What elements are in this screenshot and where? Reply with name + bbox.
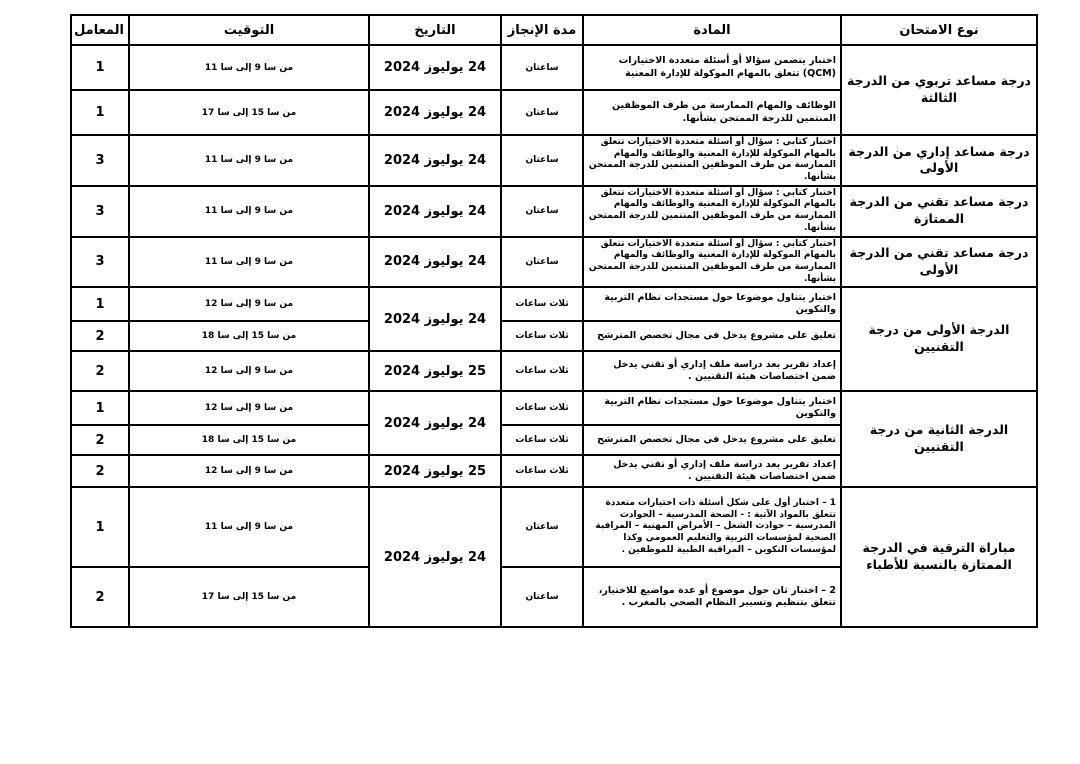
time-cell: من سا 9 إلى سا 12 <box>129 391 369 425</box>
coefficient-cell: 3 <box>71 135 129 186</box>
coefficient-cell: 1 <box>71 287 129 321</box>
coefficient-cell: 1 <box>71 90 129 135</box>
date-cell: 24 يوليوز 2024 <box>369 135 501 186</box>
subject-cell: اختبار يتناول موضوعا حول مستجدات نظام التربية والتكوين <box>583 391 841 425</box>
subject-cell: اختبار يتضمن سؤالا أو أسئلة متعددة الاختيارات (QCM) تتعلق بالمهام الموكولة للإدارة المعنية <box>583 45 841 90</box>
date-cell: 24 يوليوز 2024 <box>369 287 501 351</box>
table-row <box>71 287 1037 321</box>
table-row <box>71 237 1037 288</box>
subject-cell: اختبار كتابي : سؤال أو أسئلة متعددة الاختيارات تتعلق بالمهام الموكولة للإدارة المعنية والوظائف والمهام الممارسة من طرف الموظفين المنتمين للدرجة الممتحن بشأنها. <box>583 135 841 186</box>
coefficient-cell: 2 <box>71 321 129 351</box>
date-cell: 25 يوليوز 2024 <box>369 455 501 487</box>
header-exam-type: نوع الامتحان <box>841 15 1037 45</box>
header-row <box>71 15 1037 45</box>
coefficient-cell: 2 <box>71 567 129 627</box>
duration-cell: ثلاث ساعات <box>501 321 583 351</box>
time-cell: من سا 15 إلى سا 17 <box>129 90 369 135</box>
date-cell: 24 يوليوز 2024 <box>369 237 501 288</box>
time-cell: من سا 9 إلى سا 11 <box>129 45 369 90</box>
time-cell: من سا 9 إلى سا 11 <box>129 135 369 186</box>
duration-cell: ثلاث ساعات <box>501 391 583 425</box>
subject-cell: اختبار كتابي : سؤال أو أسئلة متعددة الاختيارات تتعلق بالمهام الموكولة للإدارة المعنية والوظائف والمهام الممارسة من طرف الموظفين المنتمين للدرجة الممتحن بشأنها. <box>583 237 841 288</box>
exam-type-cell: درجة مساعد تربوي من الدرجة الثالثة <box>841 45 1037 135</box>
time-cell: من سا 15 إلى سا 18 <box>129 425 369 455</box>
duration-cell: ساعتان <box>501 135 583 186</box>
coefficient-cell: 2 <box>71 455 129 487</box>
exam-type-cell: مباراة الترقية في الدرجة الممتازة بالنسبة للأطباء <box>841 487 1037 627</box>
exam-type-cell: الدرجة الثانية من درجة التقنيين <box>841 391 1037 487</box>
time-cell: من سا 9 إلى سا 12 <box>129 351 369 391</box>
table-row <box>71 186 1037 237</box>
coefficient-cell: 1 <box>71 391 129 425</box>
table-row <box>71 135 1037 186</box>
subject-cell: 2 – اختبار ثان حول موضوع أو عدة مواضيع للاختيار، تتعلق بتنظيم وتسيير النظام الصحي بالمغرب . <box>583 567 841 627</box>
subject-cell: تعليق على مشروع يدخل في مجال تخصص المترشح <box>583 425 841 455</box>
date-cell: 25 يوليوز 2024 <box>369 351 501 391</box>
duration-cell: ساعتان <box>501 90 583 135</box>
duration-cell: ساعتان <box>501 567 583 627</box>
subject-cell: تعليق على مشروع يدخل في مجال تخصص المترشح <box>583 321 841 351</box>
coefficient-cell: 2 <box>71 425 129 455</box>
subject-cell: الوظائف والمهام الممارسة من طرف الموظفين المنتمين للدرجة الممتحن بشأنها. <box>583 90 841 135</box>
time-cell: من سا 15 إلى سا 17 <box>129 567 369 627</box>
subject-cell: 1 – اختبار أول على شكل أسئلة ذات اختيارات متعددة تتعلق بالمواد الآتية : - الصحة المدرسية – الحوادث المدرسية – حوادث الشغل – الأمراض المهنية – المراقبة الصحية لمؤسسات التربية والتعليم العمومي وكذا لمؤسسات التكوين – المراقبة الطبية للموظفين . <box>583 487 841 567</box>
duration-cell: ساعتان <box>501 186 583 237</box>
exam-type-cell: درجة مساعد تقني من الدرجة الأولى <box>841 237 1037 288</box>
date-cell: 24 يوليوز 2024 <box>369 45 501 90</box>
table-row <box>71 391 1037 425</box>
subject-cell: اختبار يتناول موضوعا حول مستجدات نظام التربية والتكوين <box>583 287 841 321</box>
date-cell: 24 يوليوز 2024 <box>369 90 501 135</box>
coefficient-cell: 2 <box>71 351 129 391</box>
time-cell: من سا 9 إلى سا 11 <box>129 237 369 288</box>
exam-type-cell: درجة مساعد إداري من الدرجة الأولى <box>841 135 1037 186</box>
date-cell: 24 يوليوز 2024 <box>369 391 501 455</box>
time-cell: من سا 9 إلى سا 11 <box>129 487 369 567</box>
exam-type-cell: درجة مساعد تقني من الدرجة الممتازة <box>841 186 1037 237</box>
table-row <box>71 45 1037 90</box>
subject-cell: اختبار كتابي : سؤال أو أسئلة متعددة الاختيارات تتعلق بالمهام الموكولة للإدارة المعنية والوظائف والمهام الممارسة من طرف الموظفين المنتمين للدرجة الممتحن بشأنها. <box>583 186 841 237</box>
duration-cell: ساعتان <box>501 45 583 90</box>
coefficient-cell: 1 <box>71 487 129 567</box>
time-cell: من سا 9 إلى سا 12 <box>129 287 369 321</box>
header-time: التوقيت <box>129 15 369 45</box>
duration-cell: ساعتان <box>501 237 583 288</box>
time-cell: من سا 15 إلى سا 18 <box>129 321 369 351</box>
time-cell: من سا 9 إلى سا 12 <box>129 455 369 487</box>
coefficient-cell: 1 <box>71 45 129 90</box>
coefficient-cell: 3 <box>71 237 129 288</box>
duration-cell: ثلاث ساعات <box>501 287 583 321</box>
duration-cell: ثلاث ساعات <box>501 425 583 455</box>
subject-cell: إعداد تقرير بعد دراسة ملف إداري أو تقني يدخل ضمن اختصاصات هيئة التقنيين . <box>583 455 841 487</box>
exam-type-cell: الدرجة الأولى من درجة التقنيين <box>841 287 1037 391</box>
table-row <box>71 487 1037 567</box>
date-cell: 24 يوليوز 2024 <box>369 186 501 237</box>
duration-cell: ثلاث ساعات <box>501 351 583 391</box>
duration-cell: ثلاث ساعات <box>501 455 583 487</box>
header-date: التاريخ <box>369 15 501 45</box>
time-cell: من سا 9 إلى سا 11 <box>129 186 369 237</box>
duration-cell: ساعتان <box>501 487 583 567</box>
date-cell: 24 يوليوز 2024 <box>369 487 501 627</box>
header-duration: مدة الإنجاز <box>501 15 583 45</box>
header-coefficient: المعامل <box>71 15 129 45</box>
subject-cell: إعداد تقرير بعد دراسة ملف إداري أو تقني يدخل ضمن اختصاصات هيئة التقنيين . <box>583 351 841 391</box>
exam-schedule-table <box>70 14 1038 628</box>
header-subject: المادة <box>583 15 841 45</box>
coefficient-cell: 3 <box>71 186 129 237</box>
